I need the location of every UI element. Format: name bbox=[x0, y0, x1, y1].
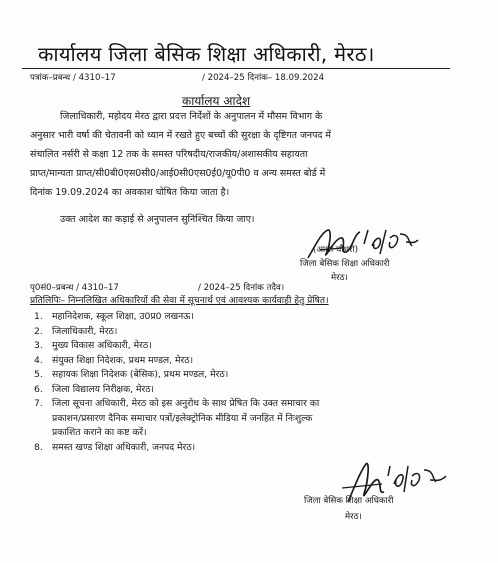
office-order-heading: कार्यालय आदेश bbox=[182, 94, 251, 108]
order-line-3: संचालित नर्सरी से कक्षा 12 तक के समस्त परिषदीय/राजकीय/अशासकीय सहायता bbox=[30, 149, 308, 160]
list-item: 3. मुख्य विकास अधिकारी, मेरठ। bbox=[34, 340, 152, 351]
list-item: प्रकाशन/प्रसारण दैनिक समाचार पत्रों/इलेक्ट्रोनिक मीडिया में जनहित में निःशुल्क bbox=[52, 412, 313, 424]
copy-heading: प्रतिलिपिः– निम्नलिखित अधिकारियों की सेवा में सूचनार्थ एवं आवश्यक कार्यवाही हेतु प्रेषित। bbox=[30, 296, 329, 306]
order-line-2: अनुसार भारी वर्षा की चेतावनी को ध्यान में रखते हुए बच्चों की सुरक्षा के दृष्टिगत जनपद में bbox=[30, 130, 332, 141]
letter-number: पत्रांक–प्रबन्ध / 4310–17 bbox=[30, 73, 116, 83]
copy-session-date: / 2024–25 दिनांक तदैव। bbox=[198, 283, 285, 293]
office-title: कार्यालय जिला बेसिक शिक्षा अधिकारी, मेरठ। bbox=[38, 42, 375, 66]
copy-distribution-list bbox=[34, 310, 454, 455]
list-item: 5. सहायक शिक्षा निदेशक (बेसिक), प्रथम मण्डल, मेरठ। bbox=[34, 369, 229, 380]
signatory-name-1: (आशा चौधरी) bbox=[313, 245, 358, 255]
order-line-4: प्राप्त/मान्यता प्राप्त/सी0बी0एस0सी0/आई0सी0एस0ई0/यू0पी0 व अन्य समस्त बोर्ड में bbox=[30, 168, 326, 179]
list-item: 7. जिला सूचना अधिकारी, मेरठ को इस अनुरोध के साथ प्रेषित कि उक्त समाचार का bbox=[34, 398, 320, 409]
list-item: 1. महानिदेशक, स्कूल शिक्षा, उ0प्र0 लखनऊ। bbox=[34, 311, 194, 322]
title-rule bbox=[22, 68, 450, 69]
signatory-designation-2: जिला बेसिक शिक्षा अधिकारी bbox=[304, 496, 394, 506]
signatory-place-2: मेरठ। bbox=[345, 512, 362, 522]
list-item: 2. जिलाधिकारी, मेरठ। bbox=[34, 325, 118, 337]
copy-number: पृ0सं0–प्रबन्ध / 4310–17 bbox=[30, 283, 119, 293]
signatory-designation-1: जिला बेसिक शिक्षा अधिकारी bbox=[300, 259, 390, 269]
list-item: 6. जिला विद्यालय निरीक्षक, मेरठ। bbox=[34, 383, 155, 395]
list-item: 8. समस्त खण्ड शिक्षा अधिकारी, जनपद मेरठ। bbox=[34, 441, 196, 453]
compliance-line: उक्त आदेश का कड़ाई से अनुपालन सुनिश्चित किया जाए। bbox=[60, 214, 255, 225]
order-line-1: जिलाधिकारी, महोदय मेरठ द्वारा प्रदत्त निर्देशों के अनुपालन में मौसम विभाग के bbox=[60, 111, 323, 122]
list-item: 4. संयुक्त शिक्षा निदेशक, प्रथम मण्डल, मेरठ। bbox=[34, 354, 194, 366]
list-item: प्रकाशित कराने का कष्ट करें। bbox=[52, 427, 147, 438]
letter-session-date: / 2024–25 दिनांक– 18.09.2024 bbox=[202, 73, 325, 83]
order-line-5: दिनांक 19.09.2024 का अवकाश घोषित किया जाता है। bbox=[30, 187, 230, 198]
signatory-place-1: मेरठ। bbox=[331, 273, 348, 283]
